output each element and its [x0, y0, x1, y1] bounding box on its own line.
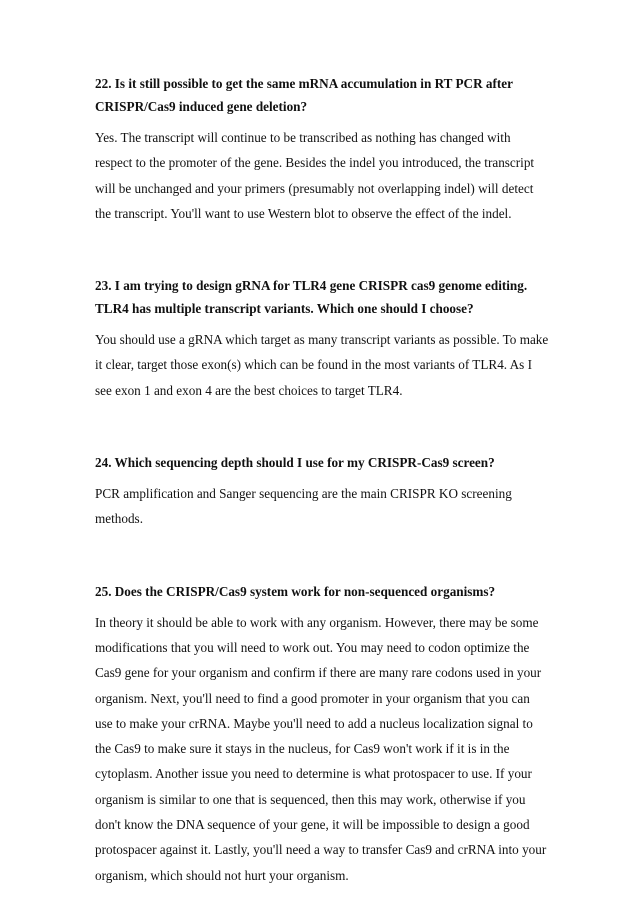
qa-item-24 [95, 451, 550, 532]
document-page [95, 72, 550, 888]
question-heading: 23. I am trying to design gRNA for TLR4 gene CRISPR cas9 genome editing. TLR4 has multiple transcript variants. Which one should I choose? [95, 278, 528, 317]
question-heading: 22. Is it still possible to get the same mRNA accumulation in RT PCR after CRISPR/Cas9 induced gene deletion? [95, 76, 513, 114]
qa-item-23 [95, 274, 550, 403]
question-heading: 24. Which sequencing depth should I use for my CRISPR-Cas9 screen? [95, 455, 495, 471]
answer-paragraph: You should use a gRNA which target as many transcript variants as possible. To make it clear, target those exon(s) which can be found in the most variants of TLR4. As I see exon 1 and exon 4 are the best choices to target TLR4. [95, 332, 549, 398]
answer-paragraph: In theory it should be able to work with any organism. However, there may be some modifications that you will need to work out. You may need to codon optimize the Cas9 gene for your organism and confirm if there are many rare codons used in your organism. Next, you'll need to find a good promoter in your organism that you can use to make your crRNA. Maybe you'll need to add a nucleus localization signal to the Cas9 to make sure it stays in the nucleus, for Cas9 won't work if it is in the cytoplasm. Another issue you need to determine is what protospacer to use. If your organism is similar to one that is sequenced, then this may work, otherwise if you don't know the DNA sequence of your gene, it will be impossible to design a good protospacer against it. Lastly, you'll need a way to transfer Cas9 and crRNA into your organism, which should not hurt your organism. [95, 614, 547, 883]
answer-paragraph: Yes. The transcript will continue to be transcribed as nothing has changed with respect to the promoter of the gene. Besides the indel you introduced, the transcript will be unchanged and your primers (presumably not overlapping indel) will detect the transcript. You'll want to use Western blot to observe the effect of the indel. [95, 130, 535, 221]
question-heading: 25. Does the CRISPR/Cas9 system work for non-sequenced organisms? [95, 583, 496, 599]
qa-item-22 [95, 72, 550, 226]
qa-item-25 [95, 580, 550, 888]
answer-paragraph: PCR amplification and Sanger sequencing are the main CRISPR KO screening methods. [95, 486, 512, 527]
